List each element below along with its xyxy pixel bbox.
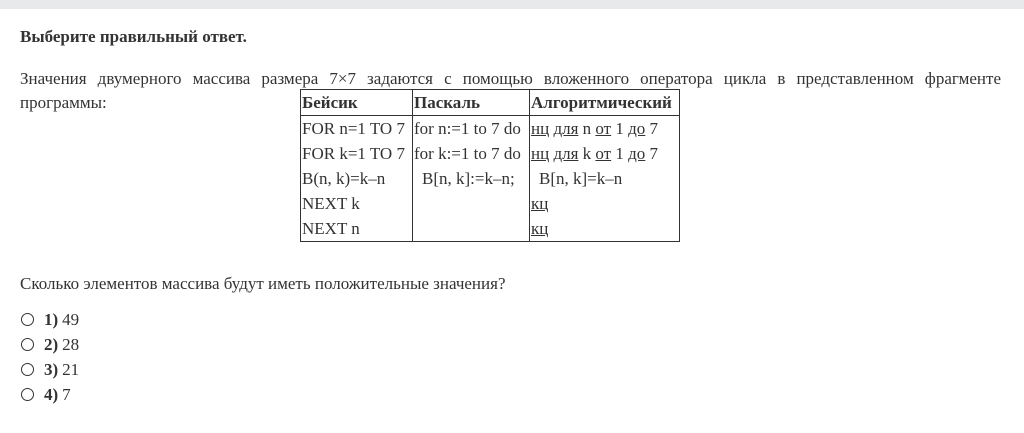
- pascal-line-3: B[n, k]:=k–n;: [413, 166, 530, 191]
- top-bar: [0, 0, 1024, 9]
- answer-options: [21, 307, 79, 407]
- sub-question: Сколько элементов массива будут иметь положительные значения?: [20, 274, 506, 293]
- table-row: [301, 141, 680, 166]
- basic-line-1: FOR n=1 TO 7: [301, 116, 413, 142]
- algo-kw-do: до: [628, 118, 646, 138]
- algo-line-4: [530, 191, 680, 216]
- algo-kw-kc: кц: [531, 193, 549, 213]
- answer-number: 4): [44, 384, 59, 404]
- algo-kw-dlya: для: [553, 143, 579, 163]
- question-text: Значения двумерного массива размера 7×7 задаются с помощью вложенного оператора цикла в представленном фрагменте программы:: [20, 69, 1001, 112]
- pascal-line-4: [413, 191, 530, 216]
- algo-kw-dlya: для: [553, 118, 579, 138]
- basic-line-3: B(n, k)=k–n: [301, 166, 413, 191]
- algo-kw-kc: кц: [531, 218, 549, 238]
- pascal-line-5: [413, 216, 530, 242]
- pascal-line-1: for n:=1 to 7 do: [413, 116, 530, 142]
- answer-option-1[interactable]: [21, 307, 79, 332]
- answer-option-2[interactable]: [21, 332, 79, 357]
- radio-button[interactable]: [21, 313, 34, 326]
- answer-value: 7: [62, 384, 71, 404]
- table-row: [301, 116, 680, 142]
- pascal-line-2: for k:=1 to 7 do: [413, 141, 530, 166]
- algo-line-1: [530, 116, 680, 142]
- answer-option-3[interactable]: [21, 357, 79, 382]
- algo-line-5: [530, 216, 680, 242]
- instruction-heading: Выберите правильный ответ.: [20, 27, 247, 46]
- algo-kw-nc: нц: [531, 118, 550, 138]
- algo-from: 1: [611, 143, 629, 163]
- header-pascal: Паскаль: [413, 90, 530, 116]
- radio-button[interactable]: [21, 388, 34, 401]
- algo-to: 7: [645, 143, 659, 163]
- basic-line-4: NEXT k: [301, 191, 413, 216]
- algo-var: n: [578, 118, 596, 138]
- algo-kw-nc: нц: [531, 143, 550, 163]
- algo-kw-ot: от: [595, 143, 612, 163]
- basic-line-5: NEXT n: [301, 216, 413, 242]
- answer-option-4[interactable]: [21, 382, 79, 407]
- answer-value: 28: [62, 334, 80, 354]
- answer-number: 3): [44, 359, 59, 379]
- algo-kw-do: до: [628, 143, 646, 163]
- header-algorithmic: Алгоритмический: [530, 90, 680, 116]
- algo-to: 7: [645, 118, 659, 138]
- table-header-row: [301, 90, 680, 116]
- algo-line-2: [530, 141, 680, 166]
- code-table: [300, 89, 680, 242]
- header-basic: Бейсик: [301, 90, 413, 116]
- table-row: [301, 216, 680, 242]
- radio-button[interactable]: [21, 363, 34, 376]
- radio-button[interactable]: [21, 338, 34, 351]
- table-row: [301, 191, 680, 216]
- answer-number: 1): [44, 309, 59, 329]
- answer-number: 2): [44, 334, 59, 354]
- algo-line-3: B[n, k]=k–n: [530, 166, 680, 191]
- answer-value: 49: [62, 309, 80, 329]
- table-row: [301, 166, 680, 191]
- basic-line-2: FOR k=1 TO 7: [301, 141, 413, 166]
- algo-from: 1: [611, 118, 629, 138]
- answer-value: 21: [62, 359, 80, 379]
- algo-var: k: [578, 143, 596, 163]
- algo-kw-ot: от: [595, 118, 612, 138]
